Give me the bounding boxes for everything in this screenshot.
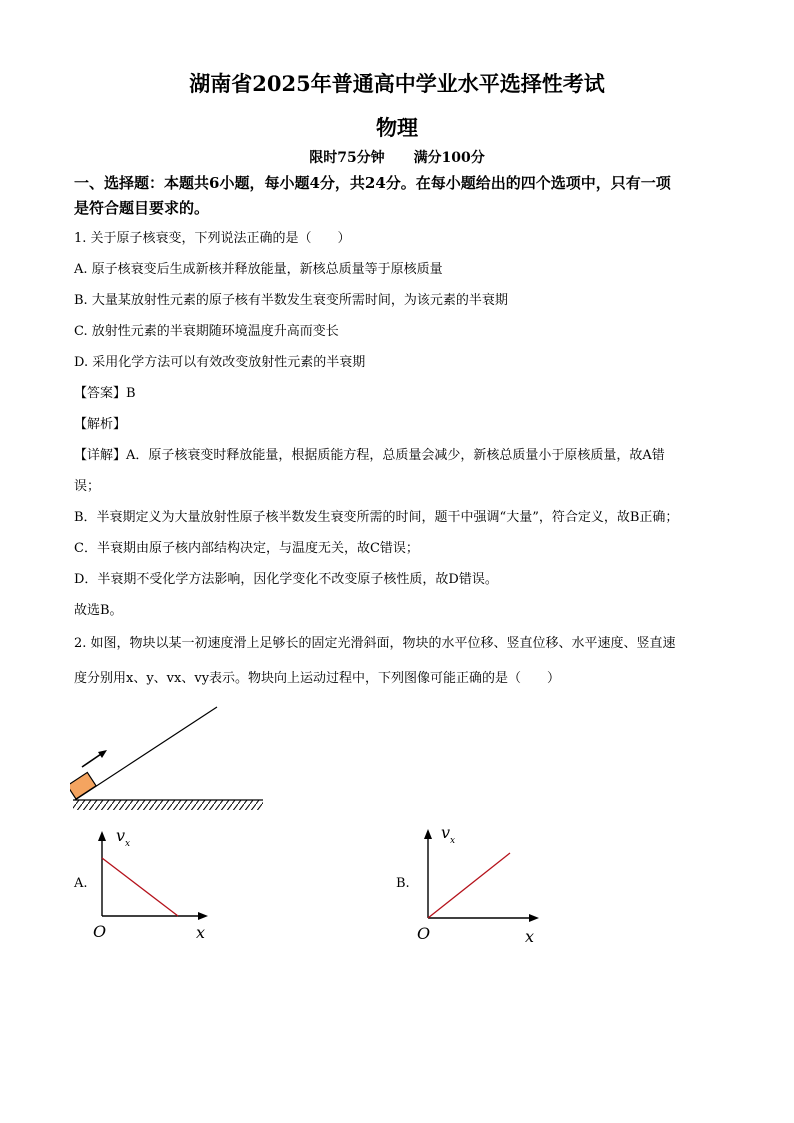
option-b-label: B. <box>396 876 410 891</box>
q1-analysis-label: 【解析】 <box>74 417 127 432</box>
full-score: 满分100分 <box>413 150 485 166</box>
q1-detail-b: B．半衰期定义为大量放射性原子核半数发生衰变所需的时间，题干中强调“大量”，符合定义，故B正确； <box>74 510 679 525</box>
velocity-arrowhead <box>98 750 107 758</box>
incline-figure <box>70 700 270 818</box>
graph-b-y-label: v <box>441 823 451 842</box>
graph-a-y-arrow <box>98 831 106 841</box>
sliding-block <box>70 772 96 799</box>
graph-a-x-label: x <box>196 923 206 942</box>
graph-b-y-subscript: x <box>450 836 456 846</box>
q1-option-d: D. 采用化学方法可以有效改变放射性元素的半衰期 <box>74 355 366 370</box>
graph-b <box>415 820 555 945</box>
q1-option-c: C. 放射性元素的半衰期随环境温度升高而变长 <box>74 324 339 339</box>
graph-a-x-arrow <box>198 912 208 920</box>
graph-b-origin: O <box>417 924 431 943</box>
q1-detail-d: D．半衰期不受化学方法影响，因化学变化不改变原子核性质，故D错误。 <box>74 572 498 587</box>
graph-b-y-arrow <box>424 829 432 839</box>
graph-b-x-label: x <box>525 927 535 945</box>
graph-a-line <box>102 858 178 916</box>
q1-option-b: B. 大量某放射性元素的原子核有半数发生衰变所需时间，为该元素的半衰期 <box>74 293 508 308</box>
q1-detail-c: C．半衰期由原子核内部结构决定，与温度无关，故C错误； <box>74 541 419 556</box>
exam-info <box>0 147 794 167</box>
section-heading-line1: 一、选择题：本题共6小题，每小题4分，共24分。在每小题给出的四个选项中，只有一项 <box>74 174 671 192</box>
option-a-label: A. <box>74 876 88 891</box>
ground-hatching <box>73 800 263 810</box>
q1-option-a: A. 原子核衰变后生成新核并释放能量，新核总质量等于原核质量 <box>74 262 443 277</box>
exam-title: 湖南省2025年普通高中学业水平选择性考试 <box>189 71 605 96</box>
graph-b-x-arrow <box>529 914 539 922</box>
q1-answer: 【答案】B <box>74 386 136 401</box>
graph-a-y-subscript: x <box>125 839 131 849</box>
graph-a <box>90 825 220 945</box>
q2-stem-line2: 度分别用x、y、vx、vy表示。物块向上运动过程中，下列图像可能正确的是（ ） <box>74 671 561 686</box>
graph-b-line <box>428 853 510 918</box>
subject-title: 物理 <box>376 115 418 140</box>
q1-stem: 1. 关于原子核衰变，下列说法正确的是（ ） <box>74 231 351 246</box>
q1-conclusion: 故选B。 <box>74 603 123 618</box>
section-heading-line2: 是符合题目要求的。 <box>74 199 210 217</box>
q1-detail-line1: 【详解】A．原子核衰变时释放能量，根据质能方程，总质量会减少，新核总质量小于原核质量，故A错 <box>74 448 665 463</box>
graph-a-y-label: v <box>116 826 126 845</box>
time-limit: 限时75分钟 <box>309 150 385 166</box>
graph-a-origin: O <box>93 922 107 941</box>
q1-detail-line2: 误； <box>74 479 101 494</box>
q2-stem-line1: 2. 如图，物块以某一初速度滑上足够长的固定光滑斜面，物块的水平位移、竖直位移、水平速度、竖直速 <box>74 636 676 651</box>
